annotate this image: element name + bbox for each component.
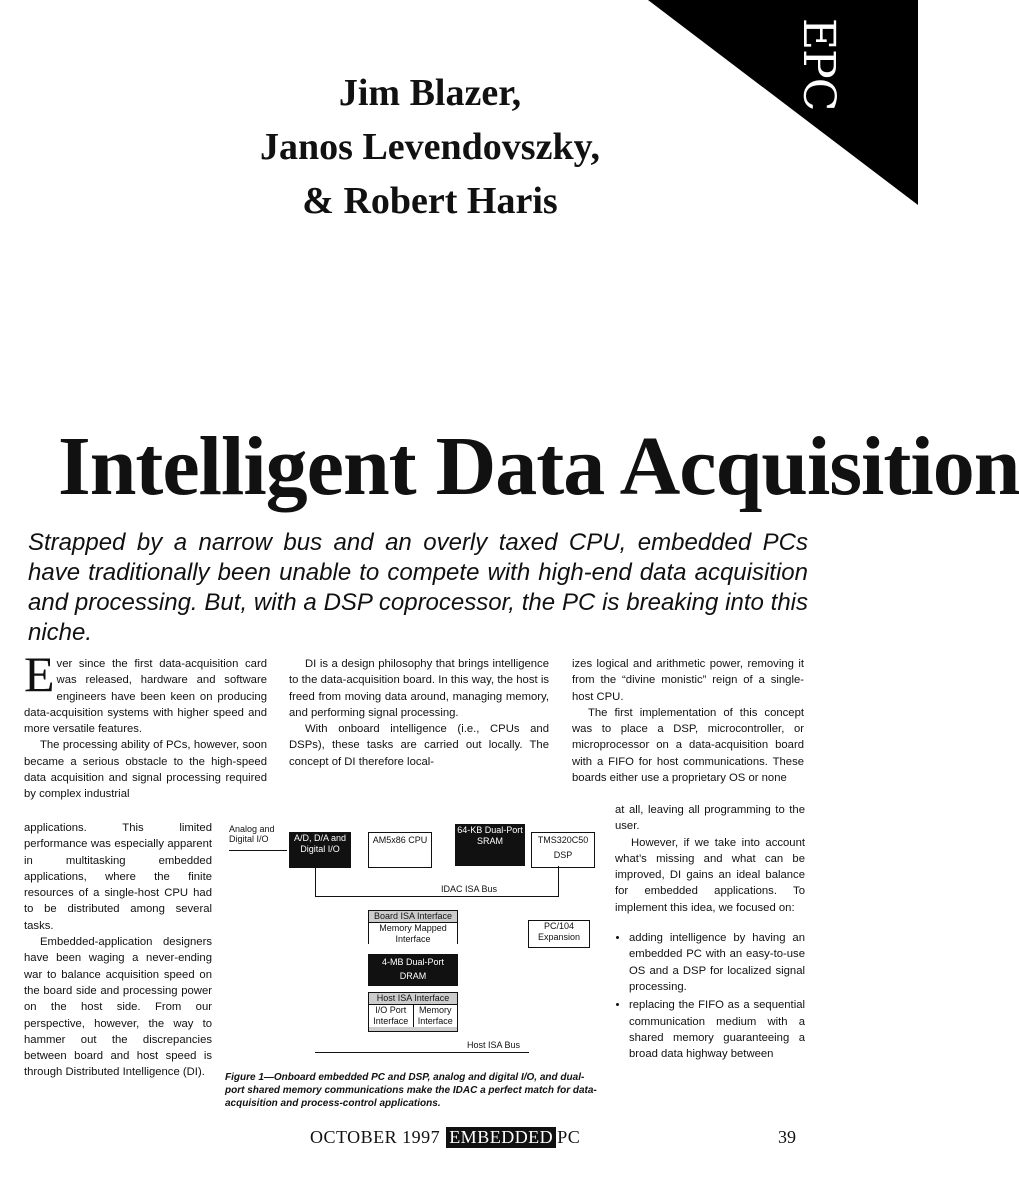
dram-block: 4-MB Dual-Port DRAM	[368, 954, 458, 986]
board-isa-label: Board ISA Interface	[373, 911, 453, 921]
block-diagram	[225, 820, 605, 1070]
author-1: Jim Blazer,	[338, 72, 522, 114]
paragraph: at all, leaving all programming to the user.	[615, 804, 805, 833]
analog-io-label: Analog and Digital I/O	[229, 824, 275, 844]
idac-bus-label: IDAC ISA Bus	[441, 884, 498, 894]
host-isa-block	[368, 992, 458, 1032]
pc104-block: PC/104 Expansion	[528, 920, 590, 948]
corner-label: EPC	[793, 18, 844, 111]
column-4	[615, 802, 805, 1064]
memory-interface-label: Memory Interface	[417, 1005, 453, 1026]
column-3	[572, 656, 804, 786]
magazine-logo-suffix: PC	[557, 1127, 581, 1147]
author-3: & Robert Haris	[302, 180, 558, 222]
drop-cap: E	[24, 646, 55, 702]
paragraph: ver since the first data-acquisition card was released, hardware and software engineers have been keen on producing data-acquisition systems with higher speed and more versatile features.	[24, 658, 267, 736]
paragraph: However, if we take into account what’s missing and what can be improved, DI gains an ideal balance for embedded applications. To implement this idea, we focused on:	[615, 836, 805, 914]
article-title: Intelligent Data Acquisition	[58, 420, 1019, 513]
board-isa-block	[368, 910, 458, 944]
paragraph: The first implementation of this concept was to place a DSP, microcontroller, or microprocessor on a data-acquisition board with a FIFO for host communications. These boards either use a proprietary OS or none	[572, 706, 804, 785]
connector	[315, 1052, 529, 1053]
paragraph: Embedded-application designers have been waging a never-ending war to balance acquisition speed on the board side and processing power on the host side. From our perspective, however, the way to hammer out the discrepancies between board and host speed is through Distributed Intelligence (DI).	[24, 936, 212, 1079]
author-list	[230, 66, 630, 228]
paragraph: DI is a design philosophy that brings intelligence to the data-acquisition board. In this way, the host is freed from moving data around, managing memory, and performing signal processing.	[289, 658, 549, 719]
page-footer	[310, 1127, 580, 1148]
host-bus-label: Host ISA Bus	[467, 1040, 521, 1050]
list-item: • replacing the FIFO as a sequential communication medium with a shared memory guaranteeing a broad data highway between	[629, 997, 805, 1062]
connector	[558, 866, 559, 896]
article-deck: Strapped by a narrow bus and an overly taxed CPU, embedded PCs have traditionally been unable to compete with high-end data acquisition and processing. But, with a DSP coprocessor, the PC is breaking into this niche.	[28, 529, 808, 646]
figure-caption: Figure 1—Onboard embedded PC and DSP, analog and digital I/O, and dual-port shared memory communications make the IDAC a perfect match for data-acquisition and process-control applications.	[225, 1072, 597, 1109]
dsp-block: TMS320C50 DSP	[531, 832, 595, 868]
paragraph: applications. This limited performance was especially apparent in multitasking embedded applications, where the finite resources of a single-host CPU had to be distributed among several tasks.	[24, 822, 212, 932]
list-item: • adding intelligence by having an embedded PC with an easy-to-use OS and a DSP for localized signal processing.	[629, 930, 805, 995]
paragraph: izes logical and arithmetic power, removing it from the “divine monistic” reign of a single-host CPU.	[572, 658, 804, 703]
memory-mapped-label: Memory Mapped Interface	[369, 922, 457, 945]
author-2: Janos Levendovszky,	[260, 126, 600, 168]
corner-banner	[648, 0, 918, 205]
connector	[315, 896, 559, 897]
sram-block: 64-KB Dual-Port SRAM	[455, 824, 525, 866]
ad-da-block: A/D, D/A and Digital I/O	[289, 832, 351, 868]
column-1	[24, 646, 267, 803]
connector	[315, 866, 316, 896]
footer-date: OCTOBER 1997	[310, 1127, 441, 1147]
column-2	[289, 656, 549, 770]
paragraph: The processing ability of PCs, however, soon became a serious obstacle to the high-speed data acquisition and signal processing required by complex industrial	[24, 739, 267, 801]
bullet-list	[615, 930, 805, 1062]
paragraph: With onboard intelligence (i.e., CPUs and DSPs), these tasks are carried out locally. The concept of DI therefore local-	[289, 723, 549, 768]
magazine-logo: EMBEDDED	[446, 1127, 556, 1148]
page-number: 39	[778, 1127, 796, 1147]
connector	[229, 850, 287, 851]
io-port-label: I/O Port Interface	[369, 1005, 414, 1027]
host-isa-label: Host ISA Interface	[376, 993, 450, 1003]
cpu-block: AM5x86 CPU	[368, 832, 432, 868]
column-1-continued	[24, 820, 212, 1081]
